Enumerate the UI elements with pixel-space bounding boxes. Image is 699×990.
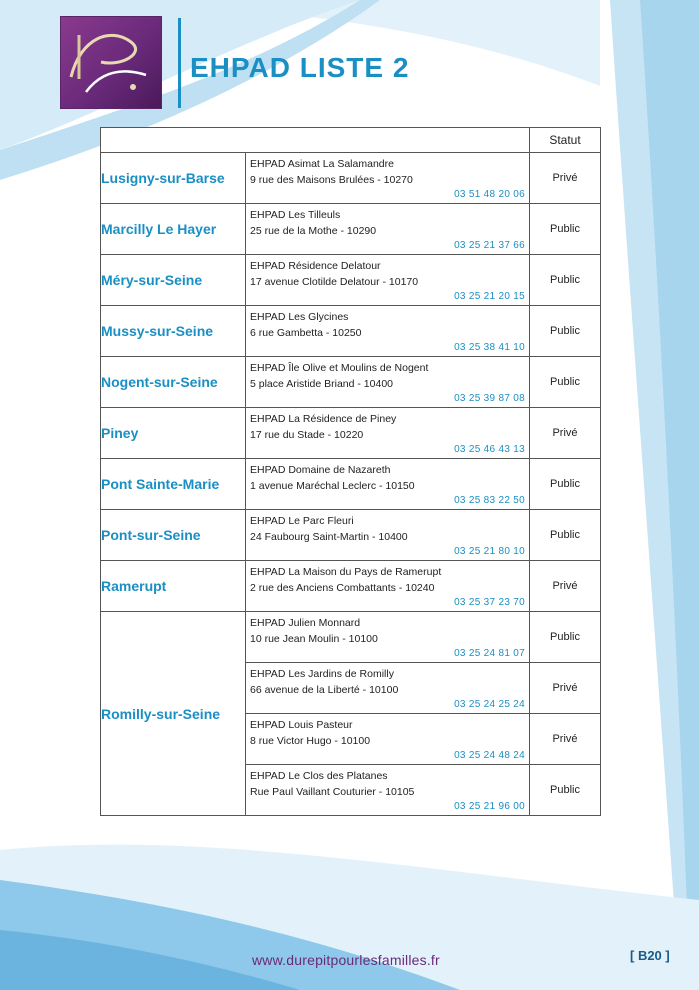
town-name: Mussy-sur-Seine (101, 306, 246, 357)
ehpad-address: 25 rue de la Mothe - 10290 (250, 225, 377, 237)
town-name: Méry-sur-Seine (101, 255, 246, 306)
table-row (101, 255, 601, 306)
ehpad-info (246, 204, 529, 254)
statut-header: Statut (530, 128, 601, 153)
ehpad-info-cell (246, 306, 530, 357)
ehpad-info-cell (246, 408, 530, 459)
ehpad-phone[interactable]: 03 25 21 96 00 (454, 801, 525, 812)
ehpad-phone[interactable]: 03 25 38 41 10 (454, 342, 525, 353)
ehpad-info-cell (246, 459, 530, 510)
ehpad-address: 6 rue Gambetta - 10250 (250, 327, 362, 339)
ehpad-info-cell (246, 612, 530, 663)
ehpad-info-cell (246, 255, 530, 306)
ehpad-address: 17 rue du Stade - 10220 (250, 429, 364, 441)
ehpad-address: 5 place Aristide Briand - 10400 (250, 378, 394, 390)
ehpad-status: Public (530, 357, 601, 408)
table-row (101, 306, 601, 357)
ehpad-name: EHPAD Les Jardins de Romilly (250, 668, 394, 680)
town-name: Pont-sur-Seine (101, 510, 246, 561)
ehpad-name: EHPAD Les Glycines (250, 311, 349, 323)
ehpad-status: Privé (530, 408, 601, 459)
ehpad-phone[interactable]: 03 25 39 87 08 (454, 393, 525, 404)
ehpad-address: 1 avenue Maréchal Leclerc - 10150 (250, 480, 415, 492)
ehpad-name: EHPAD Le Parc Fleuri (250, 515, 354, 527)
ehpad-name: EHPAD Résidence Delatour (250, 260, 381, 272)
ehpad-address: 10 rue Jean Moulin - 10100 (250, 633, 378, 645)
ehpad-status: Privé (530, 153, 601, 204)
ehpad-info (246, 459, 529, 509)
ehpad-phone[interactable]: 03 25 21 37 66 (454, 240, 525, 251)
table-row (101, 204, 601, 255)
ehpad-info-cell (246, 561, 530, 612)
ehpad-status: Public (530, 459, 601, 510)
ehpad-info-cell (246, 663, 530, 714)
table-row (101, 510, 601, 561)
ehpad-phone[interactable]: 03 25 24 48 24 (454, 750, 525, 761)
ehpad-phone[interactable]: 03 25 24 81 07 (454, 648, 525, 659)
ehpad-name: EHPAD La Résidence de Piney (250, 413, 397, 425)
table-row (101, 561, 601, 612)
ehpad-name: EHPAD Julien Monnard (250, 617, 361, 629)
town-name: Lusigny-sur-Barse (101, 153, 246, 204)
ehpad-address: 66 avenue de la Liberté - 10100 (250, 684, 399, 696)
ehpad-status: Public (530, 510, 601, 561)
town-name: Marcilly Le Hayer (101, 204, 246, 255)
ehpad-info (246, 561, 529, 611)
ehpad-info (246, 306, 529, 356)
town-name: Ramerupt (101, 561, 246, 612)
ehpad-info (246, 765, 529, 815)
ehpad-info (246, 663, 529, 713)
ehpad-phone[interactable]: 03 25 21 80 10 (454, 546, 525, 557)
ehpad-info (246, 255, 529, 305)
ehpad-name: EHPAD Domaine de Nazareth (250, 464, 391, 476)
town-name: Nogent-sur-Seine (101, 357, 246, 408)
ehpad-status: Public (530, 255, 601, 306)
page-number: [ B20 ] (630, 948, 670, 963)
town-name: Piney (101, 408, 246, 459)
ehpad-info-cell (246, 357, 530, 408)
table-body (101, 153, 601, 816)
table-row (101, 459, 601, 510)
ehpad-name: EHPAD Louis Pasteur (250, 719, 353, 731)
title-divider (178, 18, 181, 108)
ehpad-address: Rue Paul Vaillant Couturier - 10105 (250, 786, 415, 798)
ehpad-info-cell (246, 765, 530, 816)
table-row (101, 357, 601, 408)
ehpad-address: 24 Faubourg Saint-Martin - 10400 (250, 531, 408, 543)
ehpad-status: Public (530, 306, 601, 357)
ehpad-name: EHPAD Les Tilleuls (250, 209, 341, 221)
ehpad-phone[interactable]: 03 25 46 43 13 (454, 444, 525, 455)
ehpad-name: EHPAD Le Clos des Platanes (250, 770, 388, 782)
ehpad-status: Privé (530, 561, 601, 612)
ehpad-status: Public (530, 765, 601, 816)
table-row (101, 153, 601, 204)
ehpad-status: Privé (530, 663, 601, 714)
ehpad-phone[interactable]: 03 25 83 22 50 (454, 495, 525, 506)
ehpad-phone[interactable]: 03 25 21 20 15 (454, 291, 525, 302)
table-row (101, 408, 601, 459)
ehpad-address: 9 rue des Maisons Brulées - 10270 (250, 174, 413, 186)
ehpad-info (246, 408, 529, 458)
table-header-row (101, 128, 601, 153)
ehpad-info (246, 714, 529, 764)
ehpad-info-cell (246, 510, 530, 561)
ehpad-name: EHPAD La Maison du Pays de Ramerupt (250, 566, 442, 578)
logo (60, 16, 162, 109)
ehpad-address: 8 rue Victor Hugo - 10100 (250, 735, 371, 747)
ehpad-address: 17 avenue Clotilde Delatour - 10170 (250, 276, 419, 288)
town-name: Romilly-sur-Seine (101, 612, 246, 816)
ehpad-info (246, 357, 529, 407)
ehpad-info-cell (246, 714, 530, 765)
ehpad-info (246, 612, 529, 662)
ehpad-phone[interactable]: 03 25 24 25 24 (454, 699, 525, 710)
ehpad-name: EHPAD Asimat La Salamandre (250, 158, 394, 170)
page-title: EHPAD LISTE 2 (190, 52, 410, 83)
ehpad-phone[interactable]: 03 25 37 23 70 (454, 597, 525, 608)
footer-url[interactable]: www.durepitpourlesfamilles.fr (252, 952, 440, 968)
ehpad-info (246, 510, 529, 560)
ehpad-status: Public (530, 204, 601, 255)
town-name: Pont Sainte-Marie (101, 459, 246, 510)
table-row (101, 612, 601, 663)
ehpad-address: 2 rue des Anciens Combattants - 10240 (250, 582, 435, 594)
ehpad-info (246, 153, 529, 203)
header-empty (101, 128, 530, 153)
ehpad-status: Public (530, 612, 601, 663)
ehpad-info-cell (246, 204, 530, 255)
ehpad-info-cell (246, 153, 530, 204)
ehpad-phone[interactable]: 03 51 48 20 06 (454, 189, 525, 200)
ehpad-name: EHPAD Île Olive et Moulins de Nogent (250, 362, 429, 374)
ehpad-status: Privé (530, 714, 601, 765)
ehpad-table (100, 127, 601, 816)
